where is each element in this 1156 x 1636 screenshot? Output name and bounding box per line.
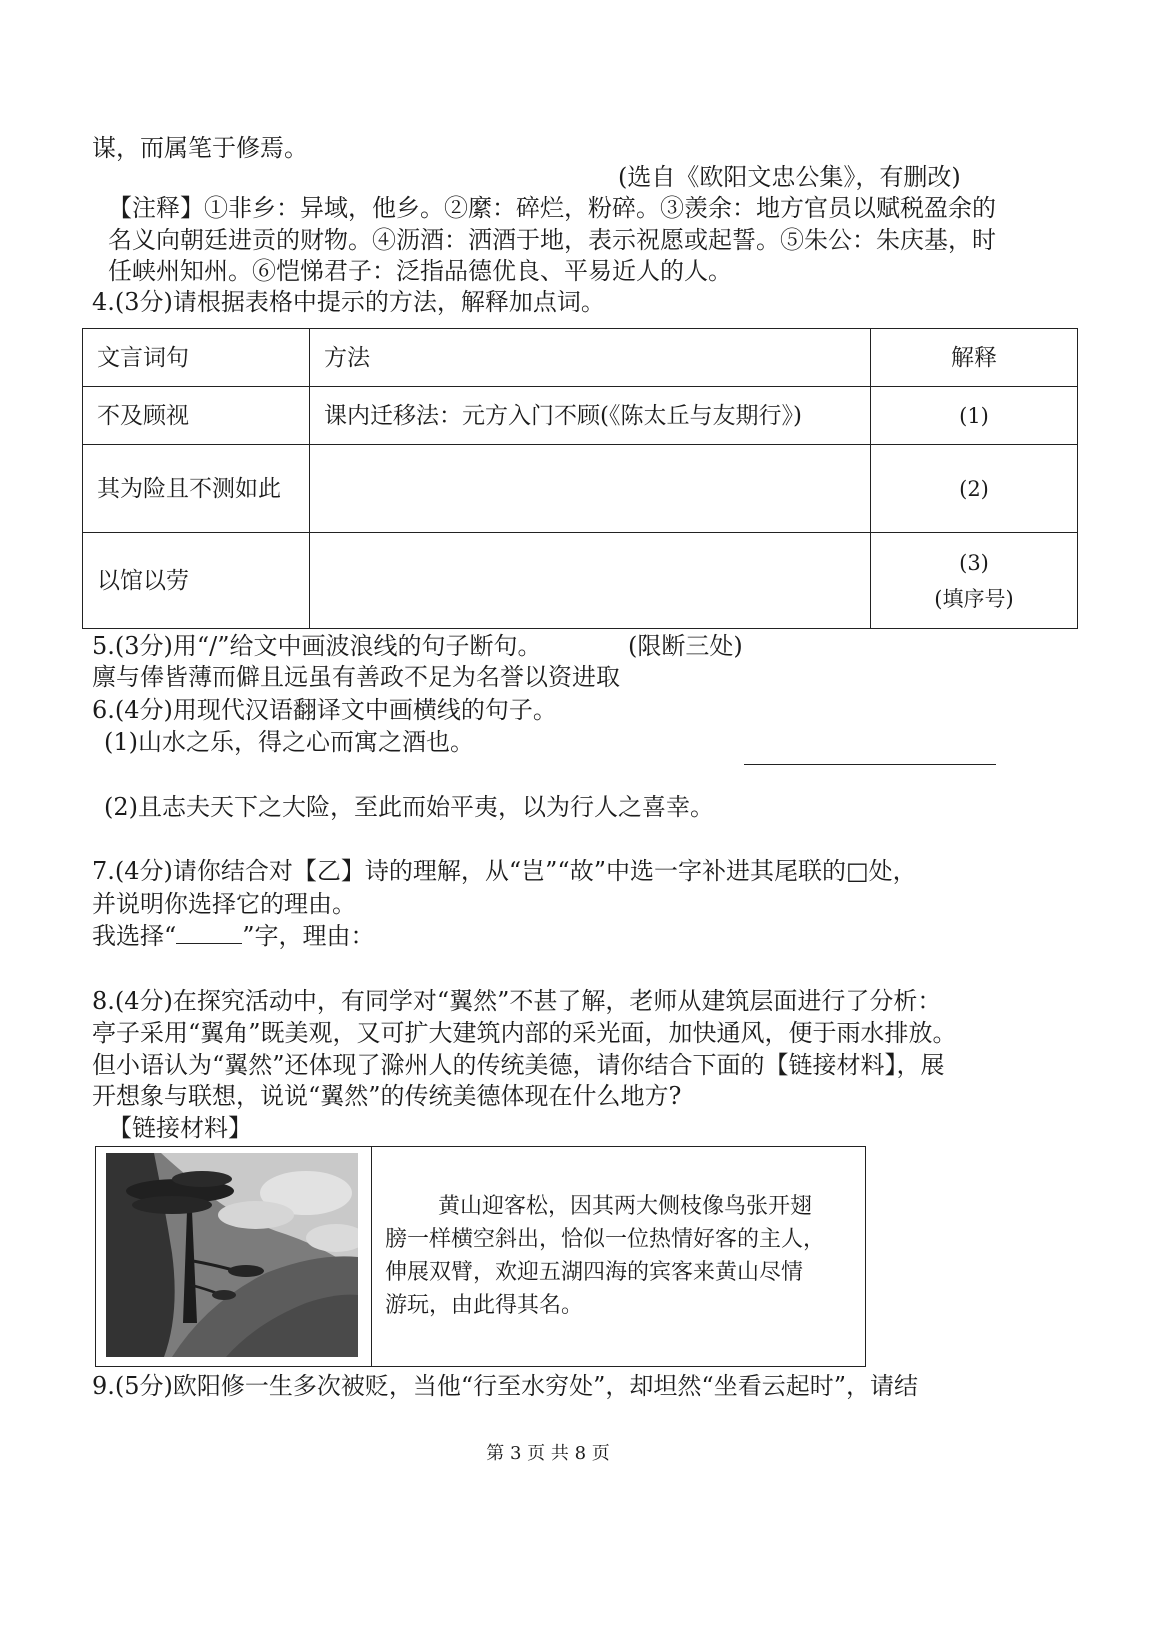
- answer-note: (填序号): [934, 586, 1014, 611]
- q5-sentence: 廪与俸皆薄而僻且远虽有善政不足为名誉以资进取: [92, 663, 620, 691]
- table-header-cell: 文言词句: [83, 329, 310, 387]
- q5-limit: (限断三处): [628, 632, 743, 660]
- material-text-line: 伸展双臂，欢迎五湖四海的宾客来黄山尽情: [385, 1260, 804, 1285]
- q6-stem: 6.(4分)用现代汉语翻译文中画横线的句子。: [92, 696, 557, 724]
- material-text-line: 游玩，由此得其名。: [385, 1293, 584, 1318]
- table-row: [83, 445, 1078, 533]
- table-cell-answer: (1): [871, 387, 1078, 445]
- q8-stem-line: 开想象与联想，说说“翼然”的传统美德体现在什么地方?: [92, 1082, 682, 1110]
- material-text-line: 膀一样横空斜出，恰似一位热情好客的主人，: [385, 1227, 826, 1252]
- note-line: 【注释】①非乡：异域，他乡。②縻：碎烂，粉碎。③羡余：地方官员以赋税盈余的: [108, 194, 996, 222]
- material-text-line: 黄山迎客松，因其两大侧枝像鸟张开翅: [438, 1194, 813, 1219]
- table-row: [83, 387, 1078, 445]
- q8-stem-line: 亭子采用“翼角”既美观，又可扩大建筑内部的采光面，加快通风，便于雨水排放。: [92, 1019, 957, 1047]
- q8-stem-line: 8.(4分)在探究活动中，有同学对“翼然”不甚了解，老师从建筑层面进行了分析：: [92, 987, 942, 1015]
- material-box: [95, 1146, 866, 1367]
- q7-stem-line: 并说明你选择它的理由。: [92, 890, 356, 918]
- q8-stem-line: 但小语认为“翼然”还体现了滁州人的传统美德，请你结合下面的【链接材料】，展: [92, 1051, 945, 1079]
- pine-tree-photo: [106, 1153, 358, 1357]
- table-cell-phrase: 其为险且不测如此: [83, 445, 310, 533]
- passage-source: (选自《欧阳文忠公集》，有删改): [618, 163, 961, 191]
- note-line: 名义向朝廷进贡的财物。④沥酒：洒酒于地，表示祝愿或起誓。⑤朱公：朱庆基，时: [108, 226, 996, 254]
- q4-table: [82, 328, 1078, 629]
- table-header-row: [83, 329, 1078, 387]
- table-header-cell: 方法: [310, 329, 871, 387]
- material-label: 【链接材料】: [108, 1114, 252, 1142]
- table-row: [83, 533, 1078, 629]
- q7-choice-line: [92, 921, 375, 951]
- table-cell-answer: (2): [871, 445, 1078, 533]
- q5-stem: 5.(3分)用“/”给文中画波浪线的句子断句。: [92, 632, 542, 660]
- table-header-cell: 解释: [871, 329, 1078, 387]
- table-cell-phrase: 以馆以劳: [83, 533, 310, 629]
- q7-choice-suffix: ”字，理由：: [242, 922, 375, 950]
- q6-item: (2)且志夫天下之大险，至此而始平夷，以为行人之喜幸。: [104, 793, 714, 821]
- answer-line: [744, 764, 996, 765]
- table-cell-phrase: 不及顾视: [83, 387, 310, 445]
- page-number: 第 3 页 共 8 页: [486, 1443, 610, 1464]
- answer-number: (3): [959, 550, 989, 575]
- passage-continuation: 谋，而属笔于修焉。: [92, 134, 308, 162]
- q9-stem-line: 9.(5分)欧阳修一生多次被贬，当他“行至水穷处”，却坦然“坐看云起时”，请结: [92, 1372, 918, 1400]
- q4-stem: 4.(3分)请根据表格中提示的方法，解释加点词。: [92, 288, 605, 316]
- table-cell-answer: [871, 533, 1078, 629]
- q7-choice-prefix: 我选择“: [92, 922, 177, 950]
- note-line: 任峡州知州。⑥恺悌君子：泛指品德优良、平易近人的人。: [108, 257, 732, 285]
- q7-stem-line: 7.(4分)请你结合对【乙】诗的理解，从“岂”“故”中选一字补进其尾联的□处，: [92, 857, 917, 885]
- box-divider: [371, 1147, 372, 1366]
- table-cell-method: [310, 445, 871, 533]
- table-cell-method: 课内迁移法：元方入门不顾(《陈太丘与友期行》): [310, 387, 871, 445]
- table-cell-method: [310, 533, 871, 629]
- fill-blank: [176, 923, 242, 944]
- q6-item: (1)山水之乐，得之心而寓之酒也。: [104, 728, 474, 756]
